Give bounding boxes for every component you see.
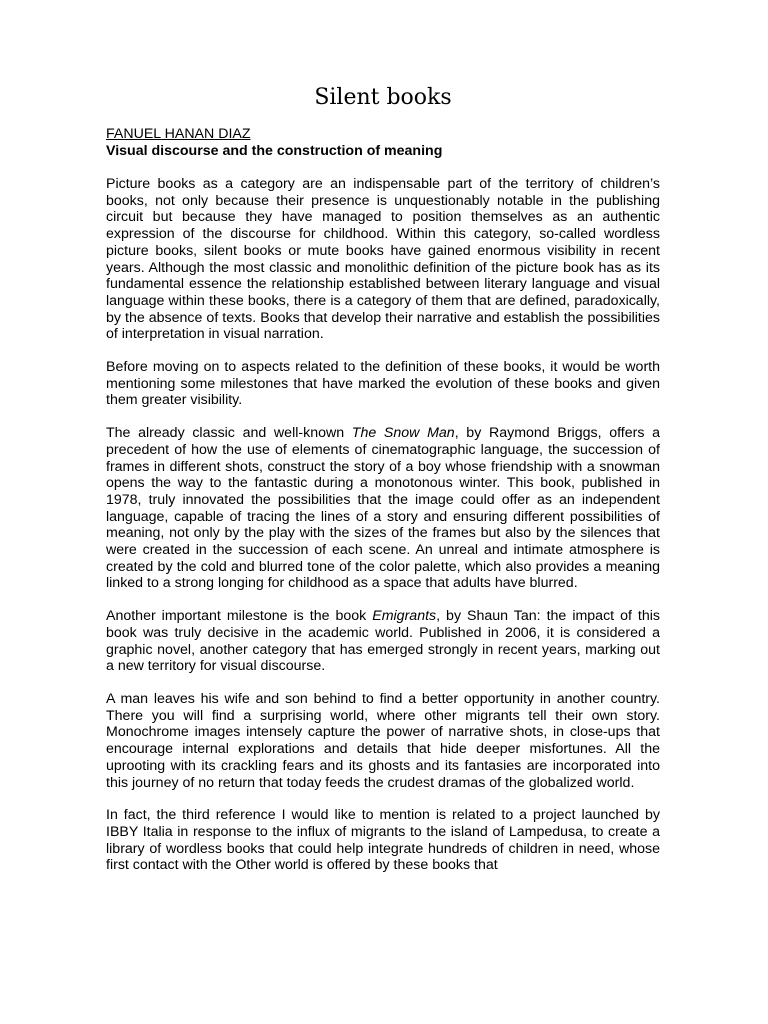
- book-title-snow-man: The Snow Man: [351, 425, 455, 442]
- paragraph-3-text-after: , by Raymond Briggs, offers a precedent of how the use of elements of cinematographic language, the succession of frames in different shots, construct the story of a boy whose friendship with a snowman opens the way to the fantastic during a monotonous winter. This book, published in 1978, truly innovated the possibilities that the image could offer as an independent language, capable of tracing the lines of a story and ensuring different possibilities of meaning, not only by the play with the sizes of the frames but also by the silences that were created in the succession of each scene. An unreal and intimate atmosphere is created by the cold and blurred tone of the color palette, which also provides a meaning linked to a strong longing for childhood as a space that adults have blurred.: [106, 425, 660, 592]
- paragraph-3-text-before: The already classic and well-known: [106, 425, 352, 442]
- document-title: Silent books: [314, 85, 452, 110]
- paragraph-4: [106, 608, 660, 675]
- paragraph-1: Picture books as a category are an indispensable part of the territory of children’s books, not only because their presence is unquestionably notable in the publishing circuit but because they have managed to position themselves as an authentic expression of the discourse for childhood. Within this category, so-called wordless picture books, silent books or mute books have gained enormous visibility in recent years. Although the most classic and monolithic definition of the picture book has as its fundamental essence the relationship established between literary language and visual language within these books, there is a category of them that are defined, paradoxically, by the absence of texts. Books that develop their narrative and establish the possibilities of interpretation in visual narration.: [106, 176, 660, 343]
- paragraph-4-text-after: , by Shaun Tan: the impact of this book was truly decisive in the academic world. Published in 2006, it is considered a graphic novel, another category that has emerged strongly in recent years, marking out a new territory for visual discourse.: [106, 608, 660, 675]
- paragraph-2: Before moving on to aspects related to the definition of these books, it would be worth mentioning some milestones that have marked the evolution of these books and given them greater visibility.: [106, 359, 660, 409]
- paragraph-5: A man leaves his wife and son behind to find a better opportunity in another country. There you will find a surprising world, where other migrants tell their own story. Monochrome images intensely capture the power of narrative shots, in close-ups that encourage internal explorations and details that hide deeper misfortunes. All the uprooting with its crackling fears and its ghosts and its fantasies are incorporated into this journey of no return that today feeds the crudest dramas of the globalized world.: [106, 690, 660, 791]
- paragraph-6: In fact, the third reference I would like to mention is related to a project launched by IBBY Italia in response to the influx of migrants to the island of Lampedusa, to create a library of wordless books that could help integrate hundreds of children in need, whose first contact with the Other world is offered by these books that: [106, 807, 660, 874]
- document-subtitle: Visual discourse and the construction of meaning: [106, 143, 443, 159]
- book-title-emigrants: Emigrants: [372, 608, 437, 625]
- paragraph-4-text-before: Another important milestone is the book: [106, 608, 373, 625]
- document-page: [106, 84, 660, 890]
- paragraph-3: [106, 425, 660, 592]
- author-name: FANUEL HANAN DIAZ: [106, 126, 251, 142]
